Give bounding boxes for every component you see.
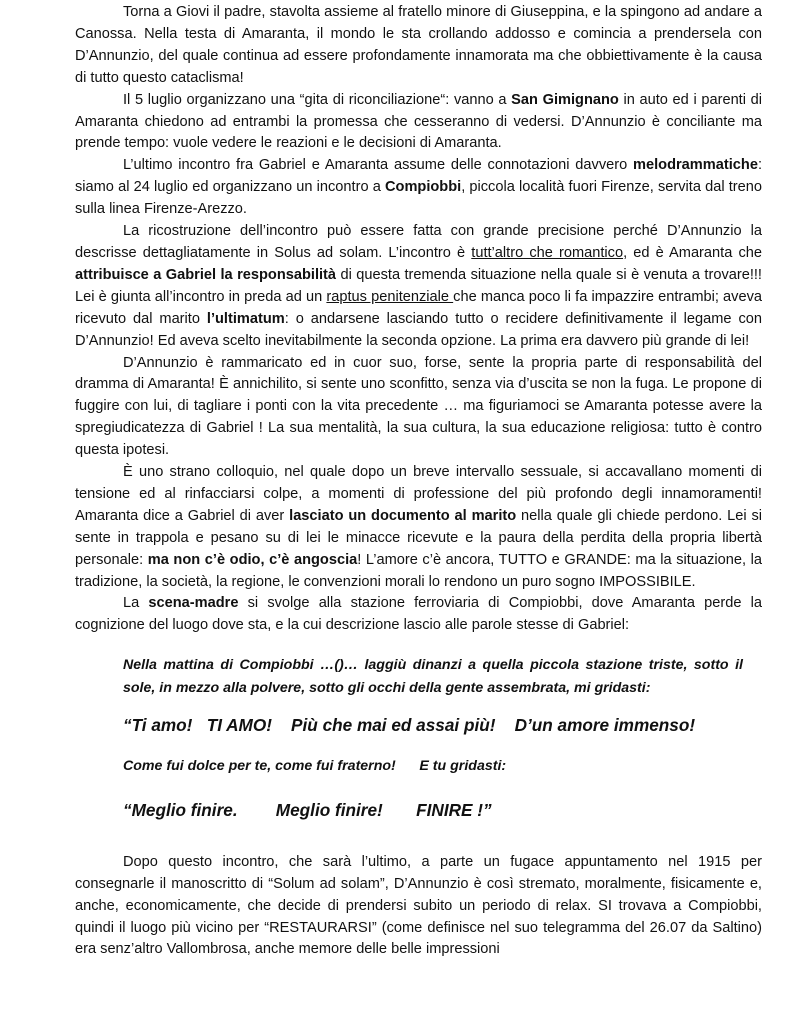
text-run: che manca poco li fa impazzire entrambi; aveva ricevuto dal marito [75, 288, 763, 327]
bold-text: scena-madre [148, 595, 239, 612]
body-text [75, 2, 762, 637]
bold-text: l’ultimatum [206, 310, 285, 327]
bold-text: melodrammatiche [633, 157, 758, 174]
text-run: , ed è Amaranta che [623, 244, 762, 261]
quote-exclamation-2: “Meglio finire. Meglio finire! FINIRE !” [123, 799, 492, 820]
text-run: si svolge alla stazione ferroviaria di Compiobbi, dove Amaranta perde la cognizione del luogo dove sta, e la cui descrizione lascio alle parole stesse di Gabriel: [75, 595, 762, 634]
closing-paragraph [75, 852, 762, 962]
text-run: D’Annunzio è rammaricato ed in cuor suo, forse, sente la propria parte di responsabilità del dramma di Amaranta! È annichilito, si sente uno sconfitto, senza via d’uscita se non la fuga. Le propone di fuggire con lui, di tagliare i ponti con la vita precedente … ma figuriamoci se Amaranta potesse avere la spregiudicatezza di Gabriel ! La sua mentalità, la sua cultura, la sua educazione religiosa: tutto è contro questa ipotesi. [75, 354, 762, 459]
text-run: ! L’amore c’è ancora, TUTTO e GRANDE: ma la situazione, la tradizione, la società, la regione, le convenzioni morali lo rendono un puro sogno IMPOSSIBILE. [75, 551, 762, 590]
closing-text [75, 852, 762, 962]
text-run: È uno strano colloquio, nel quale dopo un breve intervallo sessuale, si accavallano momenti di tensione ed al rinfacciarsi colpe, a momenti di professione del più profondo degli innamoramenti! Amaranta dice a Gabriel di aver [75, 464, 762, 524]
paragraph [75, 462, 762, 593]
bold-text: attribuisce a Gabriel la responsabilità [75, 266, 337, 283]
text-run: in auto ed i parenti di Amaranta chiedono ad entrambi la promessa che cesseranno di vedersi. D’Annunzio è conciliante ma prende tempo: vuole vedere le reazioni e le decisioni di Amaranta. [75, 91, 762, 152]
text-run: Dopo questo incontro, che sarà l’ultimo, a parte un fugace appuntamento nel 1915 per consegnarle il manoscritto di “Solum ad solam”, D’Annunzio è così stremato, moralmente, fisicamente e, anche, economicamente, che decide di prendersi subito un periodo di relax. SI trovava a Compiobbi, quindi il luogo più vicino per “RESTAURARSI” (come definisce nel suo telegramma del 26.07 da Saltino) era senz’altro Vallombrosa, anche memore delle belle impressioni [75, 853, 762, 958]
text-run: La [123, 595, 149, 612]
bold-text: San Gimignano [511, 91, 619, 108]
quotation-block [123, 654, 743, 699]
text-run: L’ultimo incontro fra Gabriel e Amaranta assume delle connotazioni davvero [123, 157, 634, 174]
text-run: Il 5 luglio organizzano una “gita di riconciliazione“: vanno a [123, 91, 512, 108]
paragraph [75, 2, 762, 90]
quote-middle: Come fui dolce per te, come fui fraterno! E tu gridasti: [123, 758, 507, 775]
text-run: : o andarsene lasciando tutto o recidere definitivamente il legame con D’Annunzio! Ed aveva scelto inevitabilmente la seconda opzione. La prima era davvero più grande di lei! [75, 310, 762, 349]
quote-middle-wrap [123, 755, 743, 778]
bold-text: ma non c’è odio, c’è angoscia [147, 551, 358, 568]
underlined-text: raptus penitenziale [326, 288, 454, 305]
bold-text: Compiobbi [384, 179, 462, 196]
paragraph [75, 353, 762, 463]
paragraph [75, 593, 762, 637]
bold-text: lasciato un documento al marito [289, 507, 517, 524]
paragraph [75, 221, 762, 352]
text-run: di questa tremenda situazione nella quale si è venuta a trovare!!! Lei è giunta all’incontro in preda ad un [75, 266, 762, 305]
quote-intro: Nella mattina di Compiobbi …()… laggiù dinanzi a quella piccola stazione triste, sotto il sole, in mezzo alla polvere, sotto gli occhi della gente assembrata, mi gridasti: [123, 657, 743, 696]
paragraph [75, 155, 762, 221]
paragraph [75, 90, 762, 156]
underlined-text: tutt’altro che romantico [471, 244, 624, 261]
text-run: : siamo al 24 luglio ed organizzano un incontro a [75, 157, 762, 196]
text-run: La ricostruzione dell’incontro può essere fatta con grande precisione perché D’Annunzio la descrisse dettagliatamente in Solus ad solam. L’incontro è [75, 223, 762, 261]
text-run: nella quale gli chiede perdono. Lei si sente in trappola e pesano su di lei le minacce ricevute e la paura della perdita della propria libertà personale: [75, 507, 763, 568]
text-run: , piccola località fuori Firenze, servita dal treno sulla linea Firenze-Arezzo. [75, 179, 762, 218]
quote-exclamation-1: “Ti amo! TI AMO! Più che mai ed assai più! D’un amore immenso! [123, 715, 696, 736]
text-run: Torna a Giovi il padre, stavolta assieme al fratello minore di Giuseppina, e la spingono ad andare a Canossa. Nella testa di Amaranta, il mondo le sta crollando addosso e comincia a prendersela con D’Annunzio, del quale continua ad essere profondamente innamorata ma che obbiettivamente è la causa di tutto questo cataclisma! [75, 4, 762, 86]
